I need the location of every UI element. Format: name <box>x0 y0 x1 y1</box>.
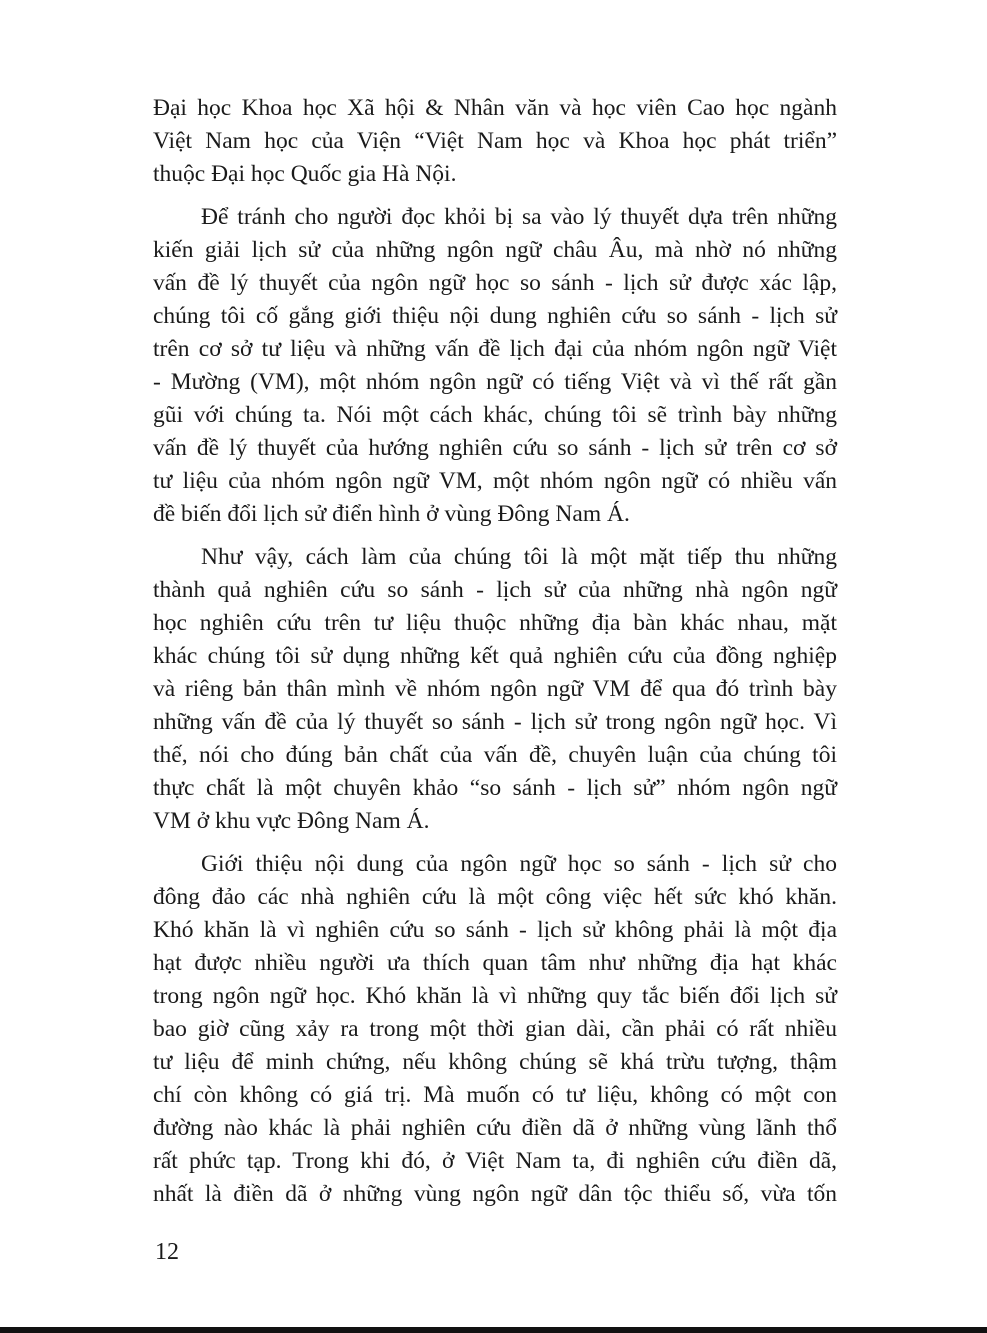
text-line: những vấn đề của lý thuyết so sánh - lịch sử trong ngôn ngữ học. Vì <box>153 709 837 735</box>
paragraph-1 <box>153 92 837 191</box>
text-line: gũi với chúng ta. Nói một cách khác, chúng tôi sẽ trình bày những <box>153 402 837 428</box>
text-line: bao giờ cũng xảy ra trong một thời gian dài, cần phải có rất nhiều <box>153 1016 837 1042</box>
text-line: chí còn không có giá trị. Mà muốn có tư liệu, không có một con <box>153 1082 837 1108</box>
text-line: Đại học Khoa học Xã hội & Nhân văn và học viên Cao học ngành <box>153 95 837 121</box>
text-line: trong ngôn ngữ học. Khó khăn là vì những quy tắc biến đổi lịch sử <box>153 983 837 1009</box>
text-line: nhất là điền dã ở những vùng ngôn ngữ dân tộc thiểu số, vừa tốn <box>153 1181 837 1207</box>
text-line: vấn đề lý thuyết của hướng nghiên cứu so sánh - lịch sử trên cơ sở <box>153 435 837 461</box>
text-line: thực chất là một chuyên khảo “so sánh - lịch sử” nhóm ngôn ngữ <box>153 775 837 801</box>
text-line: đề biến đổi lịch sử điển hình ở vùng Đông Nam Á. <box>153 501 630 527</box>
paragraph-4 <box>153 848 837 1211</box>
text-line: thành quả nghiên cứu so sánh - lịch sử của những nhà ngôn ngữ <box>153 577 837 603</box>
text-line: trên cơ sở tư liệu và những vấn đề lịch đại của nhóm ngôn ngữ Việt <box>153 336 837 362</box>
text-line: thuộc Đại học Quốc gia Hà Nội. <box>153 161 457 187</box>
text-line: Việt Nam học của Viện “Việt Nam học và Khoa học phát triển” <box>153 128 837 154</box>
text-line: học nghiên cứu trên tư liệu thuộc những địa bàn khác nhau, mặt <box>153 610 837 636</box>
page-number: 12 <box>155 1239 179 1265</box>
text-line: tư liệu của nhóm ngôn ngữ VM, một nhóm ngôn ngữ có nhiều vấn <box>153 468 837 494</box>
text-line: vấn đề lý thuyết của ngôn ngữ học so sánh - lịch sử được xác lập, <box>153 270 837 296</box>
text-line: VM ở khu vực Đông Nam Á. <box>153 808 430 834</box>
text-line: rất phức tạp. Trong khi đó, ở Việt Nam ta, đi nghiên cứu điền dã, <box>153 1148 837 1174</box>
scan-edge-divider <box>0 1327 987 1333</box>
text-line: - Mường (VM), một nhóm ngôn ngữ có tiếng Việt và vì thế rất gần <box>153 369 837 395</box>
text-line: đường nào khác là phải nghiên cứu điền dã ở những vùng lãnh thổ <box>153 1115 837 1141</box>
text-line: thế, nói cho đúng bản chất của vấn đề, chuyên luận của chúng tôi <box>153 742 837 768</box>
text-line: Để tránh cho người đọc khỏi bị sa vào lý thuyết dựa trên những <box>201 204 837 230</box>
text-line: khác chúng tôi sử dụng những kết quả nghiên cứu của đồng nghiệp <box>153 643 837 669</box>
paragraph-2 <box>153 201 837 531</box>
text-line: Khó khăn là vì nghiên cứu so sánh - lịch sử không phải là một địa <box>153 917 837 943</box>
text-line: kiến giải lịch sử của những ngôn ngữ châu Âu, mà nhờ nó những <box>153 237 837 263</box>
text-line: đông đảo các nhà nghiên cứu là một công việc hết sức khó khăn. <box>153 884 837 910</box>
text-line: Giới thiệu nội dung của ngôn ngữ học so sánh - lịch sử cho <box>201 851 837 877</box>
text-line: chúng tôi cố gắng giới thiệu nội dung nghiên cứu so sánh - lịch sử <box>153 303 837 329</box>
body-text <box>153 92 837 1211</box>
text-line: Như vậy, cách làm của chúng tôi là một mặt tiếp thu những <box>201 544 837 570</box>
paragraph-3 <box>153 541 837 838</box>
text-line: tư liệu để minh chứng, nếu không chúng sẽ khá trừu tượng, thậm <box>153 1049 837 1075</box>
text-line: và riêng bản thân mình về nhóm ngôn ngữ VM để qua đó trình bày <box>153 676 837 702</box>
text-line: hạt được nhiều người ưa thích quan tâm như những địa hạt khác <box>153 950 837 976</box>
